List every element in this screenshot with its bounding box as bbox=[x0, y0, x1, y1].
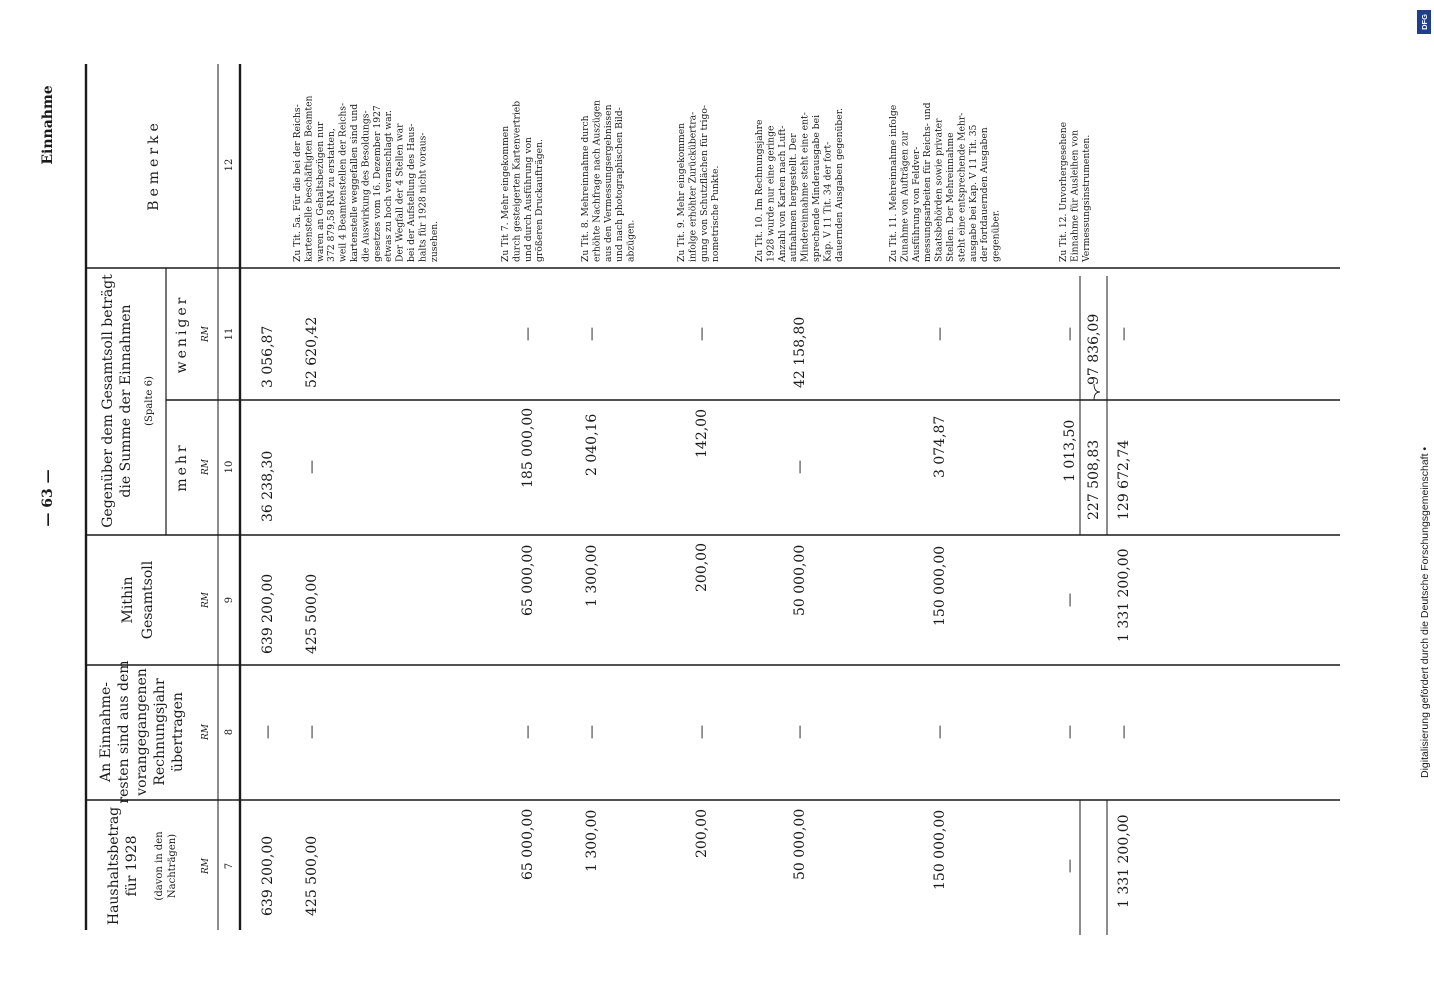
header-col-8 bbox=[98, 660, 235, 803]
col7-header-line: für 1928 bbox=[124, 835, 140, 897]
total-weniger-net: — bbox=[1116, 327, 1132, 341]
header-col-12 bbox=[146, 119, 235, 211]
remark-line: bei der Aufstellung des Haus- bbox=[406, 123, 417, 262]
remark-line: gung von Schutzflächen für trigo- bbox=[698, 105, 710, 262]
col7-sub-line: (davon in den bbox=[154, 831, 165, 901]
dfg-logo-text: DFG bbox=[1420, 14, 1429, 30]
table-row bbox=[932, 327, 948, 890]
remark-line: Zu Tit. 9. Mehr eingekommen bbox=[676, 122, 687, 262]
total-weniger-sum: 97 836,09 bbox=[1086, 313, 1102, 385]
remark-line: weil 4 Beamtenstellen der Reichs- bbox=[337, 102, 349, 262]
group-header-line: die Summe der Einnahmen bbox=[118, 304, 134, 498]
remark-line: ausgabe bei Kap. V 11 Tit. 35 bbox=[967, 124, 979, 262]
col9-header-line: Gesamtsoll bbox=[140, 560, 156, 640]
cell-reste: — bbox=[1062, 725, 1078, 739]
table-row bbox=[1062, 327, 1078, 873]
remark-line: steht eine entsprechende Mehr- bbox=[956, 112, 968, 262]
cell-gesamtsoll: 150 000,00 bbox=[932, 545, 948, 626]
remark-line: aus den Vermessungsergebnissen bbox=[602, 104, 614, 262]
remark-line: Einnahme für Ausleihen von bbox=[1069, 130, 1081, 262]
col8-header-line: Rechnungsjahr bbox=[152, 678, 168, 786]
group-header-line: (Spalte 6) bbox=[144, 376, 155, 426]
cell-haushalt: 200,00 bbox=[694, 809, 710, 858]
cell-weniger: 3 056,87 bbox=[260, 325, 276, 388]
col9-header-line: Mithin bbox=[120, 576, 136, 624]
cell-reste: — bbox=[694, 725, 710, 739]
group-header-line: Gegenüber dem Gesamtsoll beträgt bbox=[100, 274, 116, 528]
cell-mehr: 142,00 bbox=[694, 409, 710, 458]
col11-number: 11 bbox=[224, 327, 235, 341]
remark-line: etwas zu hoch veranschlagt war. bbox=[383, 110, 395, 262]
cell-gesamtsoll: 1 300,00 bbox=[584, 544, 600, 607]
remark-line: 372 879,58 RM zu erstatten, bbox=[326, 128, 338, 262]
cell-reste: — bbox=[932, 725, 948, 739]
col8-number: 8 bbox=[224, 728, 235, 736]
remark-line: nometrische Punkte. bbox=[710, 165, 722, 262]
remark-line: und durch Ausführung von bbox=[522, 137, 534, 262]
total-mehr-sum: 227 508,83 bbox=[1086, 439, 1102, 520]
cell-gesamtsoll: 50 000,00 bbox=[792, 544, 808, 616]
remark-line: messungsarbeiten für Reichs- und bbox=[922, 102, 934, 262]
remark-line: Anzahl von Karten nach Luft- bbox=[776, 125, 788, 262]
header-col-10 bbox=[174, 442, 235, 491]
col8-header-line: vorangegangenen bbox=[134, 668, 150, 796]
col11-header: weniger bbox=[174, 294, 190, 374]
cell-gesamtsoll: 639 200,00 bbox=[260, 573, 276, 654]
cell-mehr: — bbox=[304, 460, 320, 474]
remark-line: sprechende Minderausgabe bei bbox=[811, 114, 822, 262]
remark-line: erhöhte Nachfrage nach Auszügen bbox=[591, 100, 603, 262]
remark-line: dauernden Ausgaben gegenüber. bbox=[833, 107, 845, 262]
cell-reste: — bbox=[584, 725, 600, 739]
remark-line: Zu Tit. 10. Im Rechnungsjahre bbox=[754, 119, 765, 262]
remark-line: kartenstelle beschäftigten Beamten bbox=[303, 95, 315, 262]
remark-line: größeren Druckaufträgen. bbox=[534, 139, 546, 262]
col7-unit: RM bbox=[201, 858, 211, 874]
remark-line: halts für 1928 nicht voraus- bbox=[417, 132, 429, 262]
digitization-note: Digitalisierung gefördert durch die Deutsche Forschungsgemeinschaft • bbox=[1419, 446, 1431, 778]
cell-mehr: 3 074,87 bbox=[932, 415, 948, 478]
cell-haushalt: 639 200,00 bbox=[260, 835, 276, 916]
remark-line: der fortdauernden Ausgaben bbox=[979, 127, 991, 262]
remark-line: gegenüber. bbox=[990, 209, 1002, 262]
remark-line: Der Wegfall der 4 Stellen war bbox=[394, 123, 406, 262]
header-col-11 bbox=[174, 295, 235, 374]
dfg-logo bbox=[1417, 10, 1431, 34]
col8-header-line: resten sind aus dem bbox=[116, 660, 132, 804]
col10-header: mehr bbox=[174, 442, 190, 492]
cell-weniger: — bbox=[932, 327, 948, 341]
col11-unit: RM bbox=[201, 326, 211, 342]
table-row bbox=[694, 327, 710, 858]
cell-mehr: 1 013,50 bbox=[1062, 419, 1078, 482]
cell-mehr: 185 000,00 bbox=[520, 407, 536, 488]
remark-line: Ausführung von Feldver- bbox=[910, 146, 922, 262]
cell-mehr: — bbox=[792, 460, 808, 474]
page-number: — 63 — bbox=[40, 469, 56, 527]
cell-weniger: — bbox=[694, 327, 710, 341]
cell-reste: — bbox=[304, 725, 320, 739]
header-col-7 bbox=[106, 807, 235, 925]
cell-gesamtsoll: — bbox=[1062, 593, 1078, 607]
cell-haushalt: — bbox=[1062, 859, 1078, 873]
col9-number: 9 bbox=[224, 596, 235, 604]
remark-line: abzügen. bbox=[625, 219, 637, 262]
remark-line: Zu Tit. 8. Mehreinnahme durch bbox=[580, 115, 591, 262]
col10-unit: RM bbox=[201, 459, 211, 475]
cell-reste: — bbox=[520, 725, 536, 739]
remark-line: durch gesteigerten Kartenvertrieb bbox=[511, 100, 523, 262]
cell-weniger: 52 620,42 bbox=[304, 316, 320, 388]
remark-line: gesetzes vom 16. Dezember 1927 bbox=[371, 105, 383, 262]
remark-line: Zunahme von Aufträgen zur bbox=[899, 130, 911, 262]
remark-line: die Auswirkung des Besoldungs- bbox=[360, 110, 372, 262]
section-title: Einnahme bbox=[40, 85, 56, 165]
col7-number: 7 bbox=[224, 862, 235, 870]
col8-unit: RM bbox=[201, 724, 211, 740]
remark-line: Vermessungsinstrumenten. bbox=[1080, 134, 1092, 262]
cell-haushalt: 425 500,00 bbox=[304, 835, 320, 916]
cell-reste: — bbox=[792, 725, 808, 739]
cell-weniger: — bbox=[584, 327, 600, 341]
remark-line: Zu Tit. 11. Mehreinnahme infolge bbox=[888, 104, 899, 262]
total-mehr-net: 129 672,74 bbox=[1116, 439, 1132, 520]
total-reste: — bbox=[1116, 725, 1132, 739]
remark-line: aufnahmen hergestellt. Der bbox=[788, 133, 800, 262]
col12-number: 12 bbox=[224, 158, 235, 172]
cell-mehr: 2 040,16 bbox=[584, 413, 600, 476]
col8-header-line: An Einnahme- bbox=[98, 682, 114, 782]
header-group-sum bbox=[100, 274, 155, 528]
col12-header: Bemerke bbox=[146, 119, 162, 211]
cell-gesamtsoll: 425 500,00 bbox=[304, 573, 320, 654]
cell-reste: — bbox=[260, 725, 276, 739]
table-row bbox=[520, 327, 536, 880]
remark-line: waren an Gehaltsbezügen nur bbox=[314, 121, 326, 262]
remark-line: Stellen. Der Mehreinnahme bbox=[945, 132, 956, 262]
remarks-column bbox=[292, 95, 1092, 263]
cell-mehr: 36 238,30 bbox=[260, 450, 276, 522]
remark-line: Zu Tit. 12. Unvorhergesehene bbox=[1058, 121, 1069, 262]
remark-line: Kap. V 11 Tit. 34 der fort- bbox=[822, 141, 834, 262]
cell-gesamtsoll: 65 000,00 bbox=[520, 544, 536, 616]
cell-weniger: — bbox=[520, 327, 536, 341]
remark-line: infolge erhöhter Zurückübertra- bbox=[687, 111, 699, 262]
table-row bbox=[260, 326, 276, 916]
remark-line: Staatsbehörden sowie privater bbox=[933, 118, 945, 262]
remark-line: Zu Tit 7. Mehr eingekommen bbox=[500, 125, 511, 262]
cell-haushalt: 150 000,00 bbox=[932, 809, 948, 890]
col9-unit: RM bbox=[201, 592, 211, 608]
table-row bbox=[584, 327, 600, 872]
col10-number: 10 bbox=[224, 460, 235, 474]
cell-haushalt: 50 000,00 bbox=[792, 808, 808, 880]
cell-weniger: 42 158,80 bbox=[792, 316, 808, 388]
cell-gesamtsoll: 200,00 bbox=[694, 543, 710, 592]
remark-line: und nach photographischen Bild- bbox=[614, 107, 626, 262]
remark-line: kartenstelle weggefallen sind und bbox=[349, 103, 360, 262]
remark-line: Mindereinnahme steht eine ent- bbox=[799, 112, 811, 262]
table-row bbox=[792, 317, 808, 880]
cell-weniger: — bbox=[1062, 327, 1078, 341]
table-row bbox=[304, 317, 320, 916]
total-gesamtsoll: 1 331 200,00 bbox=[1116, 548, 1132, 642]
total-haushalt: 1 331 200,00 bbox=[1116, 814, 1132, 908]
totals-row bbox=[1086, 314, 1132, 908]
cell-haushalt: 1 300,00 bbox=[584, 809, 600, 872]
remark-line: 1928 wurde nur eine geringe bbox=[765, 125, 777, 262]
col7-sub-line: Nachträgen) bbox=[167, 833, 178, 899]
remark-line: zusehen. bbox=[428, 220, 440, 262]
cell-haushalt: 65 000,00 bbox=[520, 808, 536, 880]
remark-line: Zu Tit. 5a. Für die bei der Reichs- bbox=[292, 104, 303, 262]
col8-header-line: übertragen bbox=[170, 692, 186, 772]
col7-header-line: Haushaltsbetrag bbox=[106, 806, 122, 926]
